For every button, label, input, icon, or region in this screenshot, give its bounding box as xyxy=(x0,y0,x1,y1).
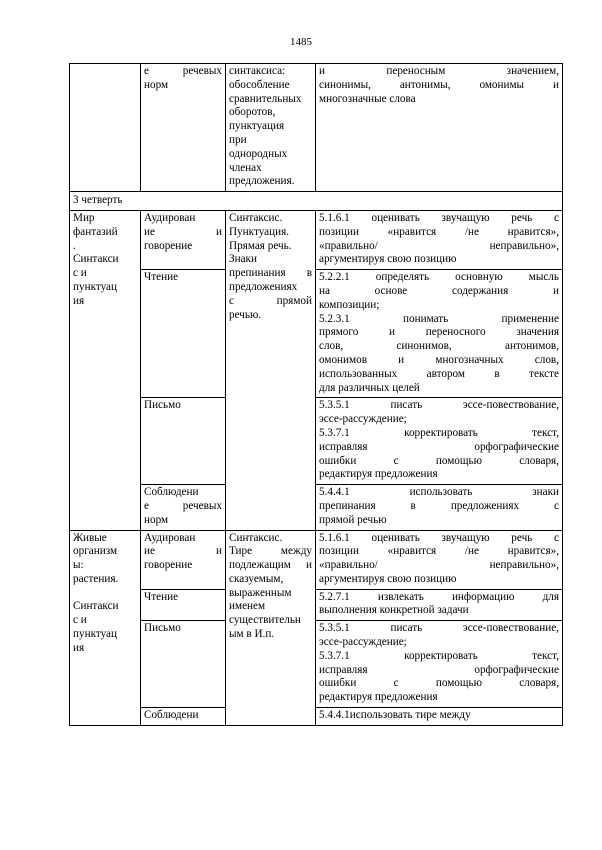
cell-text-line: Письмо xyxy=(144,399,181,412)
cell-text-line: Прямая речь. xyxy=(229,239,292,252)
quarter-label: 3 четверть xyxy=(70,192,563,211)
table-row xyxy=(70,589,563,621)
cell-text-line: е речевых xyxy=(144,499,222,512)
cell-text-line: Синтаксис. xyxy=(229,531,283,544)
cell-text-line: Синтакси xyxy=(73,600,119,613)
cell-text-line: 5.1.6.1 оценивать звучащую речь с xyxy=(319,211,559,224)
cell-text-line: 5.1.6.1 оценивать звучащую речь с xyxy=(319,531,559,544)
cell-text-line: ы: xyxy=(73,559,84,572)
goals-cell xyxy=(316,210,563,269)
cell-text-line xyxy=(73,587,137,601)
cell-text-line: препинания в предложениях с xyxy=(319,499,559,512)
skill-cell xyxy=(141,210,226,269)
cell-text-line: ия xyxy=(73,294,85,307)
cell-text-line: при xyxy=(229,133,247,146)
cell-text-line: оборотов, xyxy=(229,106,276,119)
skill-cell xyxy=(141,64,226,192)
cell-text-line: говорение xyxy=(144,239,193,252)
cell-text-line: препинания в xyxy=(229,267,312,280)
cell-text-line: Аудирован xyxy=(144,211,196,224)
cell-text-line: с и xyxy=(73,614,87,627)
cell-text-line: Мир xyxy=(73,211,95,224)
goals-cell xyxy=(316,270,563,398)
goals-cell xyxy=(316,398,563,485)
cell-text-line: Живые xyxy=(73,531,107,544)
page-number: 1485 xyxy=(290,36,312,48)
table-row xyxy=(70,398,563,485)
cell-text-line: 5.4.4.1 использовать знаки xyxy=(319,486,559,499)
cell-text-line: 5.3.5.1 писать эссе-повествование, xyxy=(319,622,559,635)
cell-text-line: «правильно/ неправильно», xyxy=(319,559,559,572)
skill-cell xyxy=(141,485,226,530)
cell-text-line: . xyxy=(73,239,76,252)
cell-text-line: норм xyxy=(144,513,169,526)
cell-text-line: ым в И.п. xyxy=(229,628,275,641)
cell-text-line: на основе содержания и xyxy=(319,284,559,297)
cell-text-line: Чтение xyxy=(144,271,179,284)
cell-text-line: выраженным xyxy=(229,586,292,599)
cell-text-line: Синтаксис. xyxy=(229,211,283,224)
cell-text-line: ие и xyxy=(144,545,222,558)
cell-text-line: эссе-рассуждение; xyxy=(319,636,407,649)
goals-cell xyxy=(316,530,563,589)
cell-text-line: композиции; xyxy=(319,298,380,311)
table-row xyxy=(70,270,563,398)
cell-text-line: 5.3.7.1 корректировать текст, xyxy=(319,426,559,439)
skill-cell xyxy=(141,270,226,398)
goals-cell xyxy=(316,485,563,530)
cell-text-line: слов, синонимов, антонимов, xyxy=(319,340,559,353)
cell-text-line: «правильно/ неправильно», xyxy=(319,239,559,252)
cell-text-line: редактируя предложения xyxy=(319,691,438,704)
cell-text-line: многозначные слова xyxy=(319,92,416,105)
cell-text-line: редактируя предложения xyxy=(319,468,438,481)
topic-cell xyxy=(70,530,141,725)
cell-text-line: подлежащим и xyxy=(229,559,312,572)
table-row xyxy=(70,210,563,269)
cell-text-line: синонимы, антонимы, омонимы и xyxy=(319,78,559,91)
cell-text-line: фантазий xyxy=(73,225,118,238)
goals-cell xyxy=(316,589,563,621)
grammar-cell xyxy=(226,64,316,192)
cell-text-line: 5.3.7.1 корректировать текст, xyxy=(319,649,559,662)
cell-text-line: предложения. xyxy=(229,175,295,188)
cell-text-line: пунктуац xyxy=(73,280,117,293)
cell-text-line: 5.3.5.1 писать эссе-повествование, xyxy=(319,399,559,412)
cell-text-line: пунктуац xyxy=(73,628,117,641)
grammar-cell xyxy=(226,210,316,530)
table-row xyxy=(70,485,563,530)
topic-cell xyxy=(70,210,141,530)
cell-text-line: именем xyxy=(229,600,266,613)
cell-text-line: ия xyxy=(73,641,85,654)
cell-text-line: 5.2.3.1 понимать применение xyxy=(319,312,559,325)
goals-cell xyxy=(316,708,563,726)
cell-text-line: сказуемым, xyxy=(229,572,284,585)
cell-text-line: Пунктуация. xyxy=(229,225,290,238)
cell-text-line: Чтение xyxy=(144,590,179,603)
cell-text-line: 5.4.4.1использовать тире между xyxy=(319,709,471,722)
cell-text-line: Синтакси xyxy=(73,253,119,266)
goals-cell xyxy=(316,64,563,192)
cell-text-line: аргументируя свою позицию xyxy=(319,253,457,266)
quarter-row xyxy=(70,192,563,211)
cell-text-line: использованных автором в тексте xyxy=(319,367,559,380)
skill-cell xyxy=(141,708,226,726)
cell-text-line: ошибки с помощью словаря, xyxy=(319,454,559,467)
cell-text-line: с прямой xyxy=(229,294,312,307)
goals-cell xyxy=(316,621,563,708)
cell-text-line: е речевых xyxy=(144,65,222,77)
cell-text-line: пунктуация xyxy=(229,120,285,133)
cell-text-line: Письмо xyxy=(144,622,181,635)
skill-cell xyxy=(141,398,226,485)
table-row xyxy=(70,530,563,589)
cell-text-line: Соблюдени xyxy=(144,486,199,499)
cell-text-line: выполнения конкретной задачи xyxy=(319,604,469,617)
cell-text-line: Знаки xyxy=(229,253,257,266)
table-row xyxy=(70,708,563,726)
cell-text-line: норм xyxy=(144,78,169,91)
curriculum-table xyxy=(69,63,563,726)
grammar-cell xyxy=(226,530,316,725)
topic-cell xyxy=(70,64,141,192)
cell-text-line: Тире между xyxy=(229,545,312,558)
cell-text-line: говорение xyxy=(144,559,193,572)
skill-cell xyxy=(141,589,226,621)
cell-text-line: речью. xyxy=(229,308,262,321)
cell-text-line: и переносным значением, xyxy=(319,65,559,77)
cell-text-line: Аудирован xyxy=(144,531,196,544)
cell-text-line: 5.2.7.1 извлекать информацию для xyxy=(319,590,559,603)
table-row xyxy=(70,621,563,708)
cell-text-line: с и xyxy=(73,267,87,280)
cell-text-line: прямого и переносного значения xyxy=(319,326,559,339)
cell-text-line: позиции «нравится /не нравится», xyxy=(319,225,559,238)
cell-text-line: обособление xyxy=(229,78,290,91)
cell-text-line: 5.2.2.1 определять основную мысль xyxy=(319,271,559,284)
cell-text-line: Соблюдени xyxy=(144,709,199,722)
cell-text-line: позиции «нравится /не нравится», xyxy=(319,545,559,558)
cell-text-line: аргументируя свою позицию xyxy=(319,572,457,585)
skill-cell xyxy=(141,621,226,708)
cell-text-line: ошибки с помощью словаря, xyxy=(319,677,559,690)
cell-text-line: растения. xyxy=(73,572,119,585)
cell-text-line: существительн xyxy=(229,614,301,627)
cell-text-line: ие и xyxy=(144,225,222,238)
cell-text-line: исправляя орфографические xyxy=(319,440,559,453)
cell-text-line: омонимов и многозначных слов, xyxy=(319,353,559,366)
skill-cell xyxy=(141,530,226,589)
cell-text-line: прямой речью xyxy=(319,513,387,526)
cell-text-line: сравнительных xyxy=(229,92,302,105)
cell-text-line: однородных xyxy=(229,147,288,160)
cell-text-line: организм xyxy=(73,545,118,558)
cell-text-line: членах xyxy=(229,161,262,174)
cell-text-line: исправляя орфографические xyxy=(319,663,559,676)
cell-text-line: синтаксиса: xyxy=(229,65,286,77)
cell-text-line: эссе-рассуждение; xyxy=(319,413,407,426)
cell-text-line: для различных целей xyxy=(319,381,420,394)
cell-text-line: предложениях xyxy=(229,280,298,293)
table-row xyxy=(70,64,563,192)
